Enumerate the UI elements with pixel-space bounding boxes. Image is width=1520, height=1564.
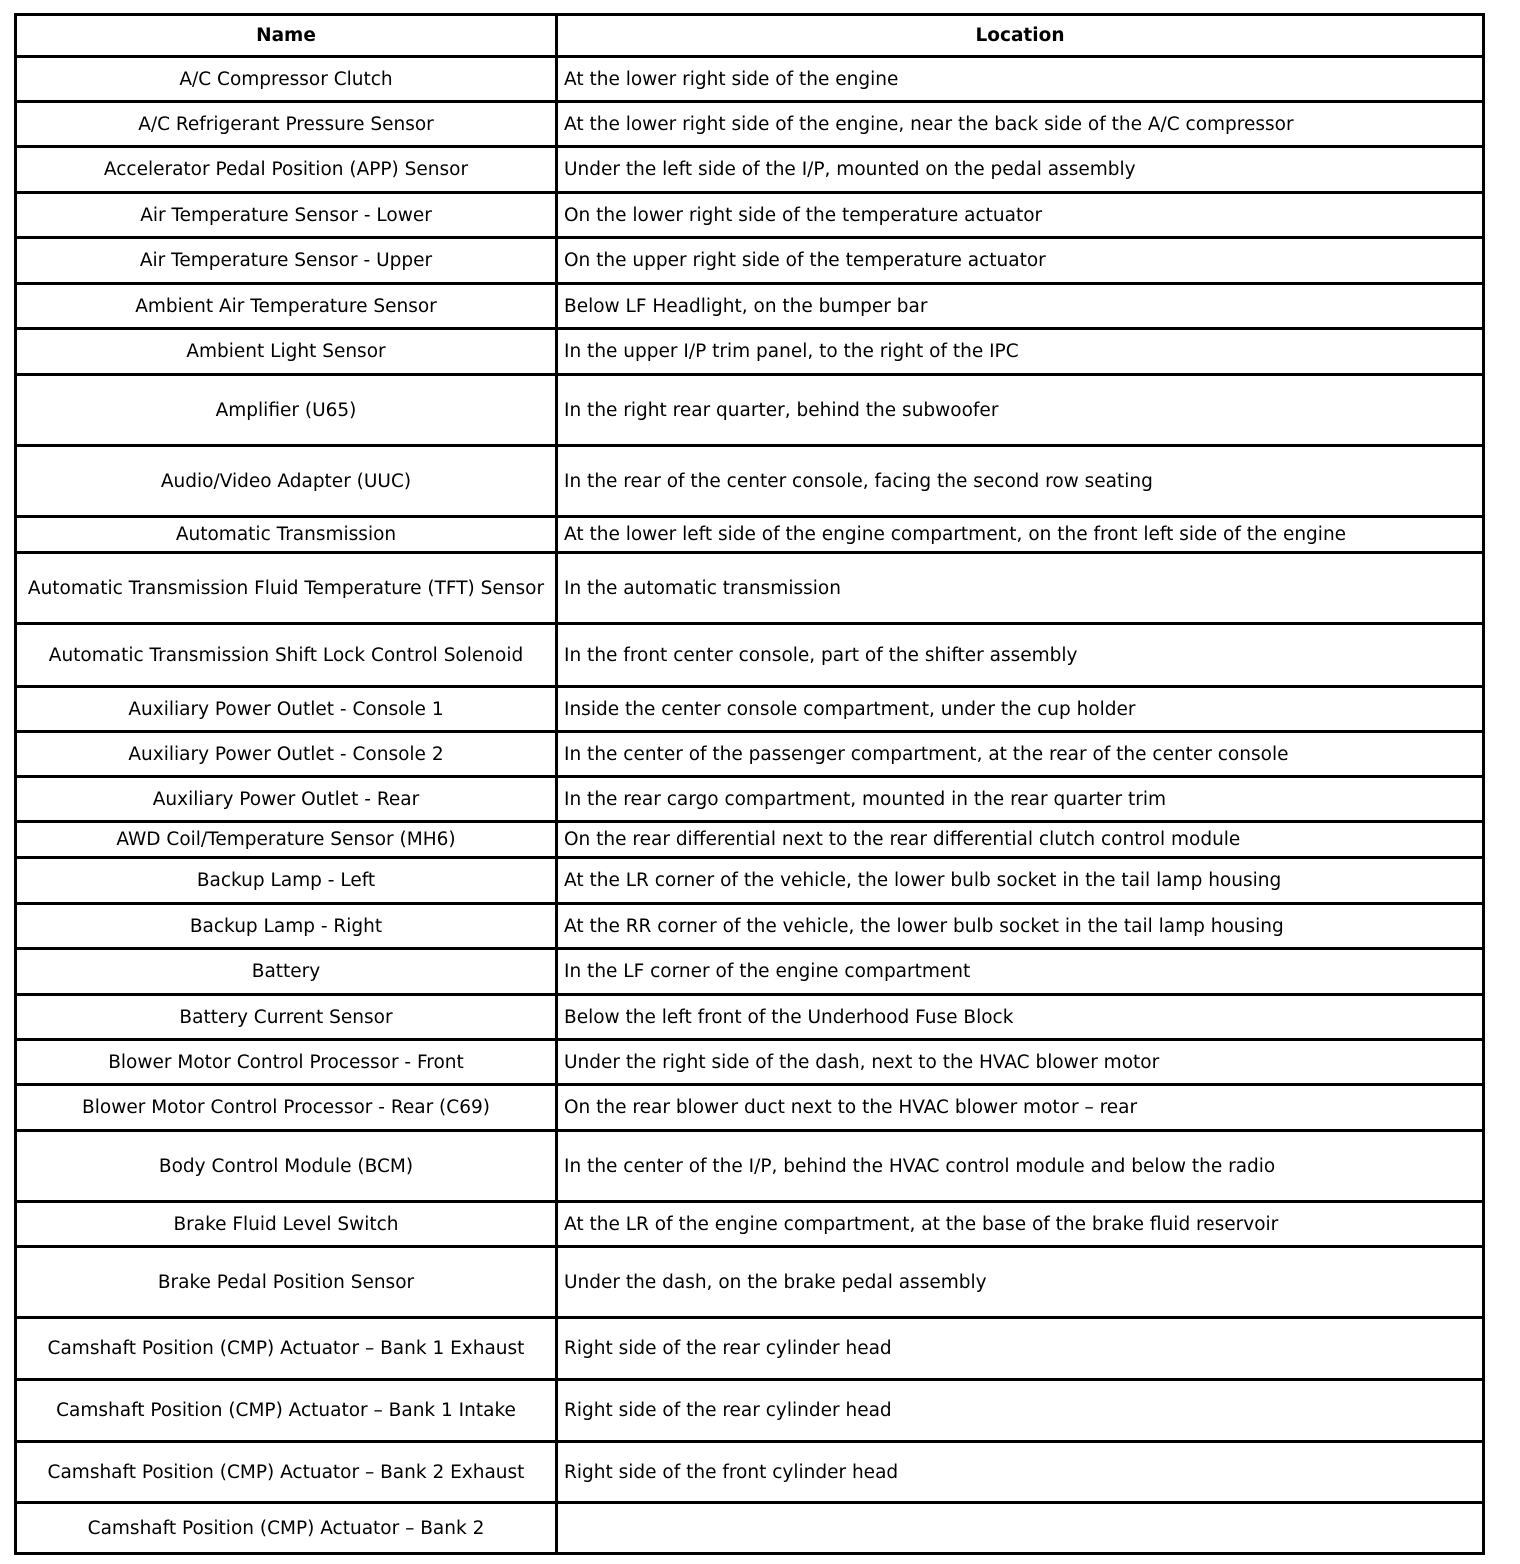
cell-location: At the lower right side of the engine [557, 57, 1484, 102]
table-row [16, 284, 1484, 329]
cell-location: In the front center console, part of the shifter assembly [557, 624, 1484, 687]
cell-location: Under the left side of the I/P, mounted on the pedal assembly [557, 147, 1484, 193]
table-row [16, 1503, 1484, 1554]
table-row [16, 147, 1484, 193]
cell-location: At the LR of the engine compartment, at the base of the brake fluid reservoir [557, 1202, 1484, 1247]
header-name: Name [16, 15, 557, 57]
cell-location: Under the dash, on the brake pedal assembly [557, 1247, 1484, 1318]
cell-location: At the lower left side of the engine compartment, on the front left side of the engine [557, 517, 1484, 553]
component-location-table [14, 13, 1485, 1555]
cell-name: Brake Fluid Level Switch [16, 1202, 557, 1247]
table-body [16, 57, 1484, 1554]
cell-location: At the LR corner of the vehicle, the lower bulb socket in the tail lamp housing [557, 858, 1484, 904]
table-row [16, 1442, 1484, 1503]
cell-location: On the lower right side of the temperature actuator [557, 193, 1484, 238]
cell-location: Inside the center console compartment, under the cup holder [557, 687, 1484, 732]
table-row [16, 1040, 1484, 1085]
table-row [16, 517, 1484, 553]
cell-location: In the rear of the center console, facing the second row seating [557, 446, 1484, 517]
cell-name: Ambient Air Temperature Sensor [16, 284, 557, 329]
cell-name: Camshaft Position (CMP) Actuator – Bank 1 Intake [16, 1380, 557, 1442]
table-row [16, 238, 1484, 284]
cell-name: Air Temperature Sensor - Lower [16, 193, 557, 238]
cell-name: Battery [16, 949, 557, 995]
cell-name: Auxiliary Power Outlet - Rear [16, 777, 557, 822]
cell-location: On the upper right side of the temperature actuator [557, 238, 1484, 284]
table-row [16, 1380, 1484, 1442]
table-row [16, 57, 1484, 102]
cell-name: Automatic Transmission Shift Lock Control Solenoid [16, 624, 557, 687]
cell-name: Backup Lamp - Left [16, 858, 557, 904]
table-row [16, 329, 1484, 375]
cell-name: Camshaft Position (CMP) Actuator – Bank 2 Exhaust [16, 1442, 557, 1503]
table-row [16, 687, 1484, 732]
table-row [16, 1202, 1484, 1247]
cell-name: Automatic Transmission Fluid Temperature (TFT) Sensor [16, 553, 557, 624]
cell-location: In the center of the I/P, behind the HVAC control module and below the radio [557, 1131, 1484, 1202]
cell-name: Battery Current Sensor [16, 995, 557, 1040]
cell-name: Accelerator Pedal Position (APP) Sensor [16, 147, 557, 193]
table-row [16, 995, 1484, 1040]
cell-name: Auxiliary Power Outlet - Console 1 [16, 687, 557, 732]
cell-name: AWD Coil/Temperature Sensor (MH6) [16, 822, 557, 858]
cell-name: Brake Pedal Position Sensor [16, 1247, 557, 1318]
cell-name: Backup Lamp - Right [16, 904, 557, 949]
cell-name: Camshaft Position (CMP) Actuator – Bank 2 [16, 1503, 557, 1554]
cell-name: Body Control Module (BCM) [16, 1131, 557, 1202]
cell-name: Amplifier (U65) [16, 375, 557, 446]
cell-location: Right side of the rear cylinder head [557, 1380, 1484, 1442]
cell-location: At the RR corner of the vehicle, the lower bulb socket in the tail lamp housing [557, 904, 1484, 949]
cell-location: Below the left front of the Underhood Fuse Block [557, 995, 1484, 1040]
table-row [16, 1085, 1484, 1131]
cell-location: In the upper I/P trim panel, to the right of the IPC [557, 329, 1484, 375]
cell-location: On the rear blower duct next to the HVAC blower motor – rear [557, 1085, 1484, 1131]
table-row [16, 858, 1484, 904]
table-row [16, 822, 1484, 858]
cell-location: At the lower right side of the engine, near the back side of the A/C compressor [557, 102, 1484, 147]
cell-name: Audio/Video Adapter (UUC) [16, 446, 557, 517]
cell-name: Auxiliary Power Outlet - Console 2 [16, 732, 557, 777]
table-row [16, 193, 1484, 238]
cell-location: Below LF Headlight, on the bumper bar [557, 284, 1484, 329]
cell-location: Right side of the rear cylinder head [557, 1318, 1484, 1380]
header-location: Location [557, 15, 1484, 57]
cell-name: Ambient Light Sensor [16, 329, 557, 375]
table-row [16, 102, 1484, 147]
cell-name: Blower Motor Control Processor - Front [16, 1040, 557, 1085]
table-row [16, 553, 1484, 624]
table-row [16, 375, 1484, 446]
cell-location: Right side of the front cylinder head [557, 1442, 1484, 1503]
table-row [16, 624, 1484, 687]
table-row [16, 1247, 1484, 1318]
cell-name: Automatic Transmission [16, 517, 557, 553]
cell-name: Air Temperature Sensor - Upper [16, 238, 557, 284]
table-row [16, 777, 1484, 822]
cell-location: In the center of the passenger compartment, at the rear of the center console [557, 732, 1484, 777]
cell-location: Under the right side of the dash, next to the HVAC blower motor [557, 1040, 1484, 1085]
cell-name: Camshaft Position (CMP) Actuator – Bank 1 Exhaust [16, 1318, 557, 1380]
table-row [16, 446, 1484, 517]
table-row [16, 949, 1484, 995]
cell-location: In the automatic transmission [557, 553, 1484, 624]
table-row [16, 904, 1484, 949]
table-row [16, 1131, 1484, 1202]
cell-location: In the rear cargo compartment, mounted in the rear quarter trim [557, 777, 1484, 822]
cell-location [557, 1503, 1484, 1554]
cell-name: A/C Refrigerant Pressure Sensor [16, 102, 557, 147]
cell-location: On the rear differential next to the rear differential clutch control module [557, 822, 1484, 858]
table-row [16, 732, 1484, 777]
header-row [16, 15, 1484, 57]
table-row [16, 1318, 1484, 1380]
cell-location: In the right rear quarter, behind the subwoofer [557, 375, 1484, 446]
cell-location: In the LF corner of the engine compartment [557, 949, 1484, 995]
cell-name: Blower Motor Control Processor - Rear (C69) [16, 1085, 557, 1131]
cell-name: A/C Compressor Clutch [16, 57, 557, 102]
